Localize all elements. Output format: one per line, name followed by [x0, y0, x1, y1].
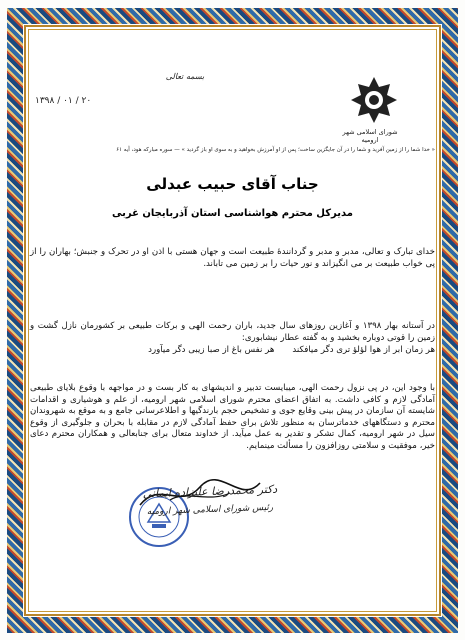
letter-date: ۱۳۹۸ / ۰۱ / ۲۰	[35, 96, 92, 106]
poem-hemistich-2: هر نفس باغ از صبا زیبی دگر میآورد	[148, 345, 275, 355]
paragraph-2: در آستانه بهار ۱۳۹۸ و آغازین روزهای سال جدید، باران رحمت الهی و برکات طبیعی بر کشورمان نازل گشت و زمین را قوتی دوباره بخشید و به گفته عطار نیشابوری:	[30, 321, 436, 343]
poem-hemistich-1: هر زمان ابر از هوا لؤلؤ تری دگر میافکند	[292, 345, 435, 355]
recipient-title: جناب آقای حبیب عبدلی	[146, 175, 319, 193]
paragraph-3: با وجود این، در پی نزول رحمت الهی، میبایست تدبیر و اندیشهای به کار بست و در مواجهه با وقوع بلایای طبیعی آمادگی لازم و کافی داشت. به اتفاق اعضای محترم شورای اسلامی شهر ارومیه، از علم و هوشیاری و اقدامات شایسته آن سازمان در پیش بینی وقایع جوی و تشخیص حجم بارندگیها و اطلاعرسانی جامع و به موقع به شهروندان محترم و دستگاههای خدماترسان به منظور تلاش برای حفظ آمادگی لازم در مقابله با بحران و جلوگیری از وقوع سیل در شهر ارومیه، کمال تشکر و تقدیر به عمل میآید. از خداوند متعال برای جنابعالی و همکاران محترم دعای خیر، موفقیت و سلامتی روزافزون را مسألت مینمایم.	[30, 383, 435, 451]
recipient-position: مدیرکل محترم هواشناسی استان آذربایجان غربی	[111, 208, 353, 219]
signer-title: رئیس شورای اسلامی شهر ارومیه	[146, 502, 274, 518]
org-name: شورای اسلامی شهر ارومیه	[342, 128, 398, 144]
signer-name: دکتر محمدرضا علیزاده ایمانی	[142, 482, 278, 501]
paragraph-1: خدای تبارک و تعالی، مدبر و مدبر و گردانندهٔ طبیعت است و جهان هستی با اذن او در تحرک و جنبش؛ بهاران را از پی خواب طبیعت بر می انگیزاند و نور حیات را بر زمین می تاباند.	[30, 247, 435, 269]
header-quote: « خدا شما را از زمین آفرید و شما را در آن جایگزین ساخت؛ پس از او آمرزش بخواهید و به سوی او باز گردید » — سوره مبارکه هود، آیه ۶۱	[116, 147, 435, 153]
signature-block	[100, 482, 310, 545]
poem	[30, 345, 435, 357]
council-logo-icon	[349, 75, 399, 125]
basmala: بسمه تعالی	[165, 72, 205, 81]
